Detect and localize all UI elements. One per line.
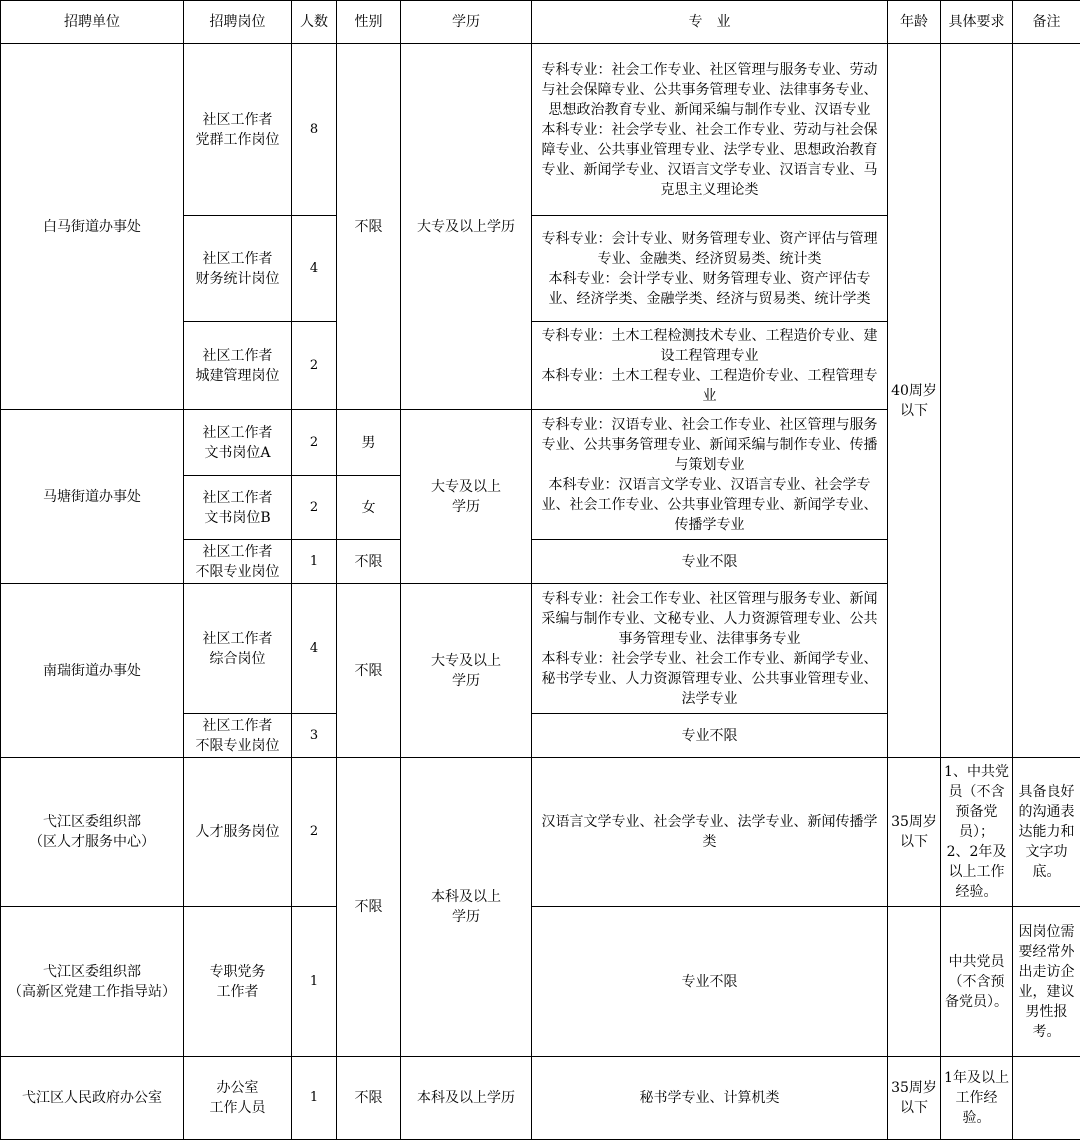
age-cell: 35周岁 以下 [888,758,941,907]
count-cell: 8 [292,44,337,216]
remarks-cell [1013,1057,1080,1140]
education-cell: 大专及以上 学历 [401,410,532,584]
major-cell: 专业不限 [532,540,888,584]
requirements-cell: 1年及以上工作经验。 [941,1057,1013,1140]
unit-cell: 白马街道办事处 [1,44,184,410]
table-row [1,1057,1080,1140]
count-cell: 1 [292,1057,337,1140]
unit-cell: 弋江区委组织部 （区人才服务中心） [1,758,184,907]
remarks-cell: 具备良好的沟通表达能力和文字功底。 [1013,758,1080,907]
position-cell: 社区工作者 综合岗位 [184,584,292,714]
major-cell: 专科专业：汉语专业、社会工作专业、社区管理与服务专业、公共事务管理专业、新闻采编与制作专业、传播与策划专业 本科专业：汉语言文学专业、汉语言专业、社会学专业、社会工作专业、公共事业管理专业、新闻学专业、传播学专业 [532,410,888,540]
gender-cell: 女 [337,476,401,540]
table-row [1,907,1080,1057]
position-cell: 社区工作者 党群工作岗位 [184,44,292,216]
major-cell: 汉语言文学专业、社会学专业、法学专业、新闻传播学类 [532,758,888,907]
header-unit: 招聘单位 [1,1,184,44]
gender-cell: 男 [337,410,401,476]
count-cell: 3 [292,714,337,758]
table-row [1,44,1080,216]
education-cell: 本科及以上 学历 [401,758,532,1057]
age-cell: 40周岁以下 [888,44,941,758]
position-cell: 社区工作者 财务统计岗位 [184,216,292,322]
remarks-cell [1013,44,1080,758]
header-education: 学历 [401,1,532,44]
header-gender: 性别 [337,1,401,44]
gender-cell: 不限 [337,44,401,410]
position-cell: 人才服务岗位 [184,758,292,907]
position-cell: 社区工作者 城建管理岗位 [184,322,292,410]
count-cell: 2 [292,410,337,476]
gender-cell: 不限 [337,1057,401,1140]
header-major: 专 业 [532,1,888,44]
unit-cell: 弋江区人民政府办公室 [1,1057,184,1140]
education-cell: 大专及以上 学历 [401,584,532,758]
major-cell: 专科专业：土木工程检测技术专业、工程造价专业、建设工程管理专业 本科专业：土木工程专业、工程造价专业、工程管理专业 [532,322,888,410]
count-cell: 4 [292,584,337,714]
unit-cell: 弋江区委组织部 （高新区党建工作指导站） [1,907,184,1057]
requirements-cell: 中共党员（不含预备党员）。 [941,907,1013,1057]
count-cell: 2 [292,322,337,410]
header-remarks: 备注 [1013,1,1080,44]
education-cell: 本科及以上学历 [401,1057,532,1140]
major-cell: 专科专业：会计专业、财务管理专业、资产评估与管理专业、金融类、经济贸易类、统计类 本科专业：会计学专业、财务管理专业、资产评估专业、经济学类、金融学类、经济与贸易类、统计学类 [532,216,888,322]
position-cell: 办公室 工作人员 [184,1057,292,1140]
remarks-cell: 因岗位需要经常外出走访企业，建议男性报考。 [1013,907,1080,1057]
position-cell: 社区工作者 文书岗位A [184,410,292,476]
major-cell: 专业不限 [532,714,888,758]
unit-cell: 马塘街道办事处 [1,410,184,584]
position-cell: 专职党务 工作者 [184,907,292,1057]
count-cell: 2 [292,758,337,907]
header-count: 人数 [292,1,337,44]
age-cell [888,907,941,1057]
education-cell: 大专及以上学历 [401,44,532,410]
age-cell: 35周岁 以下 [888,1057,941,1140]
major-cell: 秘书学专业、计算机类 [532,1057,888,1140]
major-cell: 专科专业：社会工作专业、社区管理与服务专业、新闻采编与制作专业、文秘专业、人力资源管理专业、公共事务管理专业、法律事务专业 本科专业：社会学专业、社会工作专业、新闻学专业、秘书学专业、人力资源管理专业、公共事业管理专业、法学专业 [532,584,888,714]
requirements-cell: 1、中共党员（不含预备党员）； 2、2年及以上工作经验。 [941,758,1013,907]
major-cell: 专科专业：社会工作专业、社区管理与服务专业、劳动与社会保障专业、公共事务管理专业、法律事务专业、思想政治教育专业、新闻采编与制作专业、汉语专业 本科专业：社会学专业、社会工作专业、劳动与社会保障专业、公共事业管理专业、法学专业、思想政治教育专业、新闻学专业、汉语言文学专业、汉语言专业、马克思主义理论类 [532,44,888,216]
count-cell: 4 [292,216,337,322]
position-cell: 社区工作者 不限专业岗位 [184,540,292,584]
header-age: 年龄 [888,1,941,44]
header-position: 招聘岗位 [184,1,292,44]
major-cell: 专业不限 [532,907,888,1057]
gender-cell: 不限 [337,758,401,1057]
table-row [1,758,1080,907]
count-cell: 2 [292,476,337,540]
gender-cell: 不限 [337,584,401,758]
header-requirements: 具体要求 [941,1,1013,44]
position-cell: 社区工作者 文书岗位B [184,476,292,540]
unit-cell: 南瑞街道办事处 [1,584,184,758]
count-cell: 1 [292,540,337,584]
count-cell: 1 [292,907,337,1057]
requirements-cell [941,44,1013,758]
position-cell: 社区工作者 不限专业岗位 [184,714,292,758]
header-row [1,1,1080,44]
gender-cell: 不限 [337,540,401,584]
